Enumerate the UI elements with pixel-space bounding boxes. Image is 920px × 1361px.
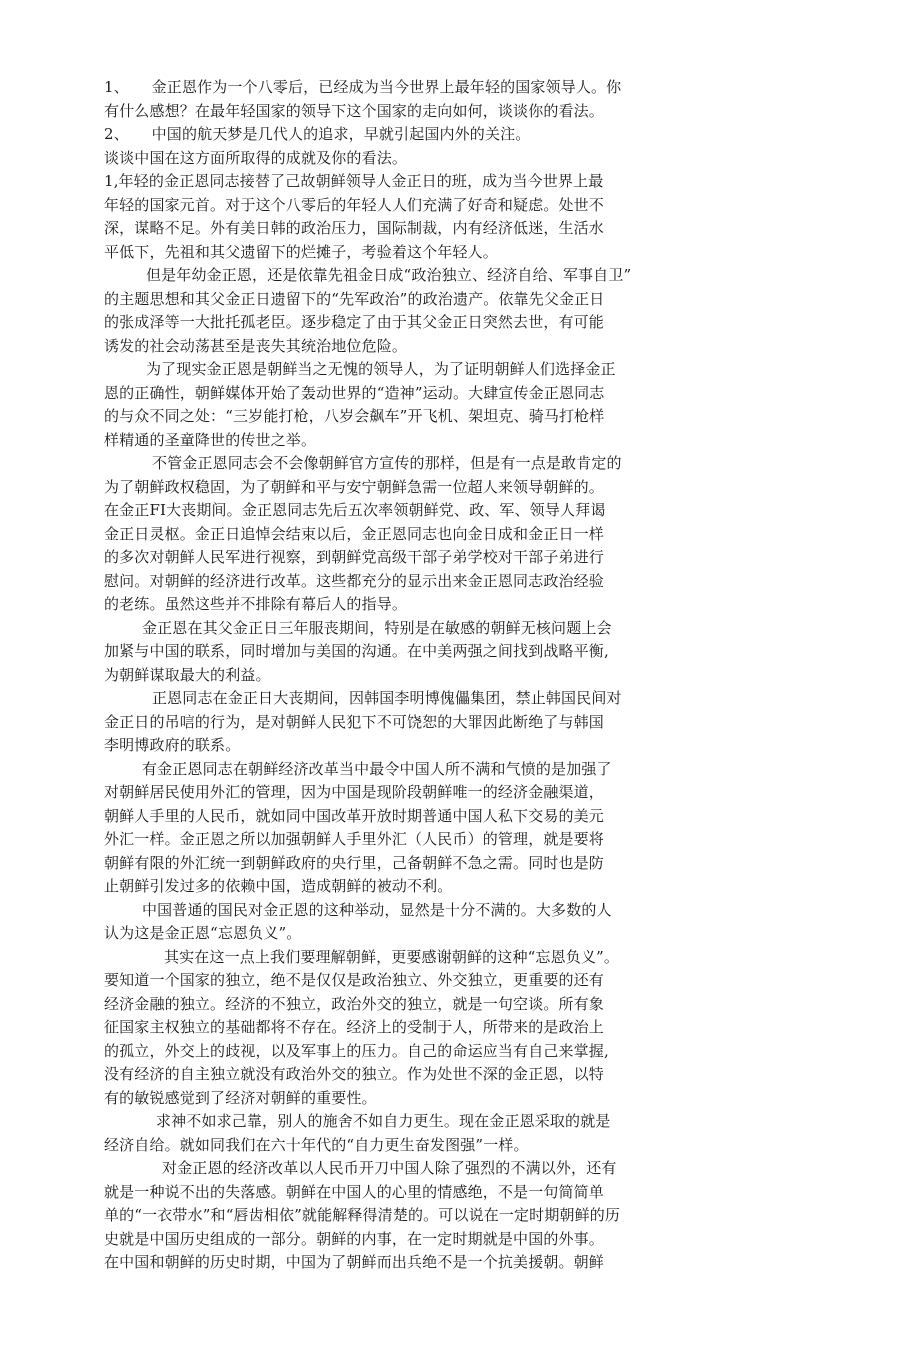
text-line: 外汇一样。金正恩之所以加强朝鲜人手里外汇（人民币）的管理，就是要将 <box>104 830 604 848</box>
text-line: 对金正恩的经济改革以人民币开刀中国人除了强烈的不满以外，还有 <box>162 1159 617 1177</box>
text-line: 对朝鲜居民使用外汇的管理，因为中国是现阶段朝鲜唯一的经济金融渠道， <box>104 783 604 801</box>
text-line: 谈谈中国在这方面所取得的成就及你的看法。 <box>104 148 408 167</box>
text-line: 经济自给。就如同我们在六十年代的“自力更生奋发图强”一样。 <box>104 1135 529 1154</box>
text-line: 认为这是金正恩“忘恩负义”。 <box>104 924 302 942</box>
document-body <box>104 76 724 1275</box>
text-line: 单的“一衣带水”和“唇齿相依”就能解释得清楚的。可以说在一定时期朝鲜的历 <box>104 1206 621 1224</box>
text-line: 的张成泽等一大批托孤老臣。逐步稳定了由于其父金正日突然去世，有可能 <box>104 313 604 331</box>
text-line: 的主题思想和其父金正日遗留下的“先军政治”的政治遗产。依靠先父金正日 <box>104 289 605 308</box>
text-line: 的与众不同之处：“三岁能打枪，八岁会飙车”开飞机、架坦克、骑马打枪样 <box>104 407 605 425</box>
text-line: 为朝鲜谋取最大的利益。 <box>104 665 271 684</box>
text-line: 为了朝鲜政权稳固，为了朝鲜和平与安宁朝鲜急需一位超人来领导朝鲜的。 <box>104 477 604 496</box>
text-line: 加紧与中国的联系，同时增加与美国的沟通。在中美两强之间找到战略平衡, <box>104 642 609 660</box>
text-line: 深，谋略不足。外有美日韩的政治压力，国际制裁，内有经济低迷，生活水 <box>104 219 604 237</box>
text-line: 恩的正确性，朝鲜媒体开始了轰动世界的“造神”运动。大肆宣传金正恩同志 <box>104 383 605 402</box>
text-line: 样精通的圣童降世的传世之举。 <box>104 430 317 449</box>
text-line: 其实在这一点上我们要理解朝鲜，更要感谢朝鲜的这种“忘恩负义”。 <box>164 947 619 966</box>
text-line: 经济金融的独立。经济的不独立，政治外交的独立，就是一句空谈。所有象 <box>104 994 604 1013</box>
text-line: 在中国和朝鲜的历史时期，中国为了朝鲜而出兵绝不是一个抗美援朝。朝鲜 <box>104 1253 604 1271</box>
text-line: 诱发的社会动荡甚至是丧失其统治地位危险。 <box>104 336 408 355</box>
text-line: 要知道一个国家的独立，绝不是仅仅是政治独立、外交独立，更重要的还有 <box>104 971 604 989</box>
text-line: 史就是中国历史组成的一部分。朝鲜的内事，在一定时期就是中国的外事。 <box>104 1229 604 1248</box>
text-line: 求神不如求己靠，别人的施舍不如自力更生。现在金正恩采取的就是 <box>156 1112 611 1130</box>
text-line: 金正日灵枢。金正日追悼会结束以后，金正恩同志也向金日成和金正日一样 <box>104 524 604 543</box>
text-line: 朝鲜有限的外汇统一到朝鲜政府的央行里，己备朝鲜不急之需。同时也是防 <box>104 853 604 872</box>
text-line: 年轻的国家元首。对于这个八零后的年轻人人们充满了好奇和疑虑。处世不 <box>104 195 604 214</box>
text-line: 在金正FI大丧期间。金正恩同志先后五次率领朝鲜党、政、军、领导人拜谒 <box>104 501 606 519</box>
text-line: 没有经济的自主独立就没有政治外交的独立。作为处世不深的金正恩，以特 <box>104 1065 604 1083</box>
text-line: 慰问。对朝鲜的经济进行改革。这些都充分的显示出来金正恩同志政治经验 <box>104 571 604 590</box>
text-line: 1,年轻的金正恩同志接替了己故朝鲜领导人金正日的班，成为当今世界上最 <box>104 172 604 190</box>
text-line: 正恩同志在金正日大丧期间，因韩国李明博傀儡集团，禁止韩国民间对 <box>152 689 622 707</box>
text-line: 就是一种说不出的失落感。朝鲜在中国人的心里的情感绝，不是一句简简单 <box>104 1182 604 1201</box>
text-line: 有金正恩同志在朝鲜经济改革当中最令中国人所不满和气愤的是加强了 <box>142 759 612 778</box>
text-line: 有的敏锐感觉到了经济对朝鲜的重要性。 <box>104 1088 377 1107</box>
text-line: 1、 金正恩作为一个八零后，已经成为当今世界上最年轻的国家领导人。你 <box>104 78 622 96</box>
text-line: 不管金正恩同志会不会像朝鲜官方宣传的那样，但是有一点是敢肯定的 <box>152 454 622 472</box>
text-line: 但是年幼金正恩，还是依靠先祖金日成“政治独立、经济自给、军事自卫” <box>146 266 632 284</box>
text-line: 的多次对朝鲜人民军进行视察，到朝鲜党高级干部子弟学校对干部子弟进行 <box>104 548 604 566</box>
text-line: 为了现实金正恩是朝鲜当之无愧的领导人，为了证明朝鲜人们选择金正 <box>146 360 616 378</box>
text-line: 2、 中国的航天梦是几代人的追求，早就引起国内外的关注。 <box>104 125 531 143</box>
text-line: 的老练。虽然这些并不排除有幕后人的指导。 <box>104 595 408 613</box>
text-line: 征国家主权独立的基础都将不存在。经济上的受制于人，所带来的是政治上 <box>104 1018 604 1036</box>
text-line: 金正日的吊唁的行为，是对朝鲜人民犯下不可饶恕的大罪因此断绝了与韩国 <box>104 712 604 731</box>
text-line: 平低下，先祖和其父遗留下的烂摊子，考验着这个年轻人。 <box>104 242 498 261</box>
text-line: 李明博政府的联系。 <box>104 736 241 754</box>
text-line: 止朝鲜引发过多的依赖中国，造成朝鲜的被动不利。 <box>104 877 453 895</box>
text-line: 中国普通的国民对金正恩的这种举动，显然是十分不满的。大多数的人 <box>142 900 612 919</box>
text-line: 的孤立，外交上的歧视，以及军事上的压力。自己的命运应当有自己来掌握, <box>104 1041 609 1060</box>
text-line: 有什么感想？在最年轻国家的领导下这个国家的走向如何，谈谈你的看法。 <box>104 101 604 120</box>
text-line: 朝鲜人手里的人民币，就如同中国改革开放时期普通中国人私下交易的美元 <box>104 806 604 825</box>
text-line: 金正恩在其父金正日三年服丧期间，特别是在敏感的朝鲜无核问题上会 <box>142 618 612 637</box>
